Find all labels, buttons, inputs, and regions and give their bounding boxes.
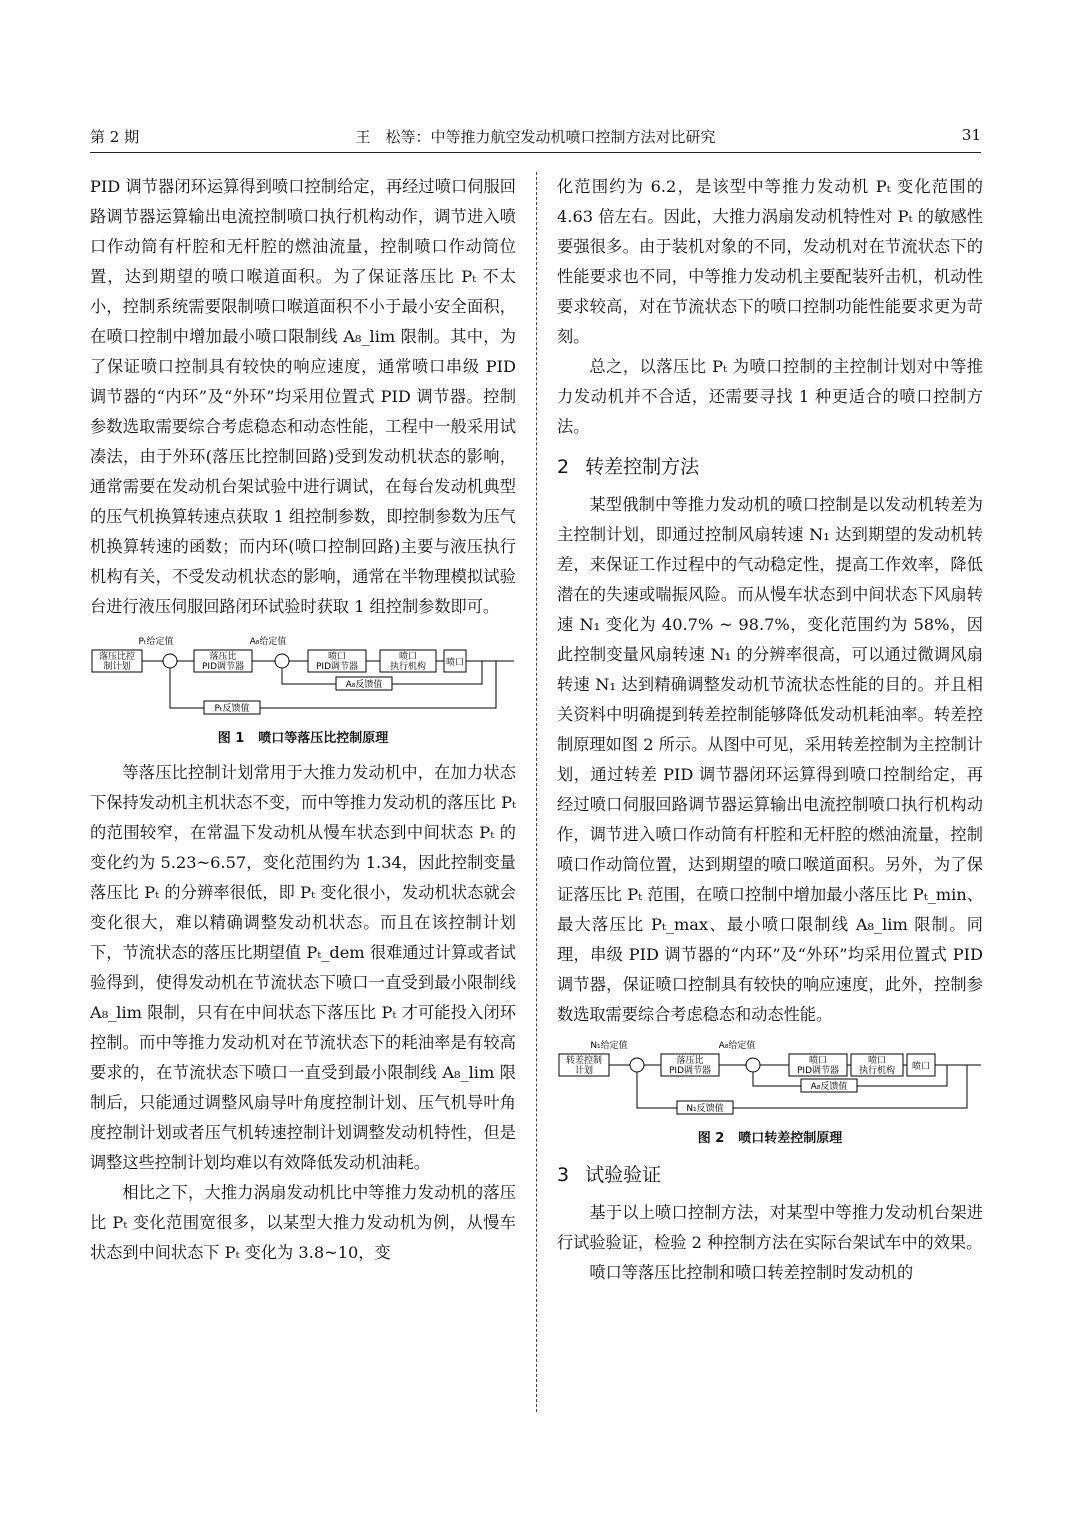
fig1-block2-line2: PID调节器	[201, 662, 245, 672]
fig1-caption	[90, 728, 516, 750]
fig2-outer-feedback: N₁反馈值	[686, 1104, 724, 1114]
column-divider	[536, 172, 537, 1412]
figure-1	[90, 632, 516, 724]
paragraph: 相比之下，大推力涡扇发动机比中等推力发动机的落压比 Pₜ 变化范围宽很多，以某型大推力发动机为例，从慢车状态到中间状态下 Pₜ 变化为 3.8~10，变	[90, 1183, 516, 1262]
fig1-mid-label: A₈给定值	[249, 637, 287, 647]
fig2-block1-line1: 转差控制	[565, 1056, 603, 1066]
paragraph: 等落压比控制计划常用于大推力发动机中，在加力状态下保持发动机主机状态不变，而中等推力发动机的落压比 Pₜ 的范围较窄，在常温下发动机从慢车状态到中间状态 Pₜ 的变化约为 5.23~6.57，变化范围约为 1.34，因此控制变量落压比 Pₜ 的分辨率很低，即 Pₜ 变化很小，发动机状态就会变化很大，难以精确调整发动机状态。而且在该控制计划下，节流状态的落压比期望值 Pₜ_dem 很难通过计算或者试验得到，使得发动机在节流状态下喷口一直受到最小限制线 A₈_lim 限制，只有在中间状态下落压比 Pₜ 才可能投入闭环控制。而中等推力发动机对在节流状态下的耗油率是有较高要求的，在节流状态下喷口一直受到最小限制线 A₈_lim 限制后，只能通过调整风扇导叶角度控制计划、压气机导叶角度控制计划或者压气机转速控制计划调整发动机特性，但是调整这些控制计划均难以有效降低发动机油耗。	[90, 763, 516, 1172]
fig1-block3-line2: PID调节器	[315, 662, 359, 672]
fig1-sum2	[275, 654, 289, 668]
issue-number: 第 2 期	[90, 128, 140, 146]
fig1-outer-feedback: Pₜ反馈值	[214, 704, 250, 714]
fig2-block5-label: 喷口	[911, 1062, 931, 1072]
fig2-block4-line1: 喷口	[867, 1056, 887, 1066]
section-number: 3	[557, 1164, 570, 1186]
fig1-block2-line1: 落压比	[209, 652, 237, 662]
fig1-input-label: Pₜ给定值	[138, 637, 174, 647]
fig2-caption	[557, 1128, 983, 1150]
fig2-block3-line1: 喷口	[808, 1056, 828, 1066]
fig2-block1-line2: 计划	[574, 1066, 594, 1076]
paragraph: 喷口等落压比控制和喷口转差控制时发动机的	[589, 1263, 914, 1282]
fig2-sum2	[746, 1058, 760, 1072]
fig2-diagram	[557, 1040, 983, 1124]
fig1-block1-line1: 落压比控	[98, 652, 136, 662]
paragraph: 某型俄制中等推力发动机的喷口控制是以发动机转差为主控制计划，即通过控制风扇转速 N₁ 达到期望的发动机转差，来保证工作过程中的气动稳定性，提高工作效率，降低潜在的失速或喘振风险。而从慢车状态到中间状态下风扇转速 N₁ 变化为 40.7% ~ 98.7%，变化范围约为 58%，因此控制变量风扇转速 N₁ 的分辨率很高，可以通过微调风扇转速 N₁ 达到精确调整发动机节流状态性能的目的。并且相关资料中明确提到转差控制能够降低发动机耗油率。转差控制原理如图 2 所示。从图中可见，采用转差控制为主控制计划，通过转差 PID 调节器闭环运算得到喷口控制给定，再经过喷口伺服回路调节器运算输出电流控制喷口执行机构动作，调节进入喷口作动筒有杆腔和无杆腔的燃油流量，控制喷口作动筒位置，达到期望的喷口喉道面积。另外，为了保证落压比 Pₜ 范围，在喷口控制中增加最小落压比 Pₜ_min、最大落压比 Pₜ_max、最小喷口限制线 A₈_lim 限制。同理，串级 PID 调节器的“内环”及“外环”均采用位置式 PID 调节器，保证喷口控制具有较快的响应速度，此外，控制参数选取需要综合考虑稳态和动态性能。	[557, 495, 983, 1024]
fig2-block2-line1: 落压比	[676, 1056, 704, 1066]
fig1-block3-line1: 喷口	[327, 652, 347, 662]
fig1-block1-line2: 制计划	[103, 662, 131, 672]
fig2-input-label: N₁给定值	[590, 1041, 628, 1051]
section-title: 试验验证	[585, 1164, 662, 1186]
fig1-inner-feedback: A₈反馈值	[345, 680, 383, 690]
section-title: 转差控制方法	[585, 456, 700, 478]
right-column	[557, 172, 983, 1288]
paragraph: 化范围约为 6.2，是该型中等推力发动机 Pₜ 变化范围的 4.63 倍左右。因此，大推力涡扇发动机特性对 Pₜ 的敏感性要强很多。由于装机对象的不同，发动机对在节流状态下的性能要求也不同，中等推力发动机主要配装歼击机，机动性要求较高，对在节流状态下的喷口控制功能性能要求更为苛刻。	[557, 177, 983, 346]
fig2-title: 喷口转差控制原理	[738, 1131, 843, 1146]
paragraph: 总之，以落压比 Pₜ 为喷口控制的主控制计划对中等推力发动机并不合适，还需要寻找 1 种更适合的喷口控制方法。	[557, 357, 983, 436]
fig1-block4-line2: 执行机构	[389, 662, 427, 672]
fig2-sum1	[630, 1058, 644, 1072]
fig1-title: 喷口等落压比控制原理	[258, 731, 389, 746]
fig2-block3-line2: PID调节器	[796, 1066, 840, 1076]
fig2-block2-line2: PID调节器	[668, 1066, 712, 1076]
fig1-sum1	[163, 654, 177, 668]
fig1-diagram	[90, 632, 516, 724]
fig2-inner-feedback: A₈反馈值	[810, 1082, 848, 1092]
fig2-number: 图 2	[697, 1131, 725, 1146]
paragraph: 基于以上喷口控制方法，对某型中等推力发动机台架进行试验验证，检验 2 种控制方法在实际台架试车中的效果。	[557, 1203, 983, 1252]
running-header	[90, 126, 981, 153]
fig1-number: 图 1	[217, 731, 245, 746]
running-title: 王 松等：中等推力航空发动机喷口控制方法对比研究	[355, 128, 716, 146]
fig2-mid-label: A₈给定值	[718, 1041, 756, 1051]
fig1-block4-line1: 喷口	[398, 652, 418, 662]
fig2-block4-line2: 执行机构	[858, 1066, 896, 1076]
paragraph: PID 调节器闭环运算得到喷口控制给定，再经过喷口伺服回路调节器运算输出电流控制喷口执行机构动作，调节进入喷口作动筒有杆腔和无杆腔的燃油流量，控制喷口作动筒位置，达到期望的喷口喉道面积。为了保证落压比 Pₜ 不太小，控制系统需要限制喷口喉道面积不小于最小安全面积，在喷口控制中增加最小喷口限制线 A₈_lim 限制。其中，为了保证喷口控制具有较快的响应速度，通常喷口串级 PID 调节器的“内环”及“外环”均采用位置式 PID 调节器。控制参数选取需要综合考虑稳态和动态性能，工程中一般采用试凑法，由于外环(落压比控制回路)受到发动机状态的影响，通常需要在发动机台架试验中进行调试，在每台发动机典型的压气机换算转速点获取 1 组控制参数，即控制参数为压气机换算转速的函数；而内环(喷口控制回路)主要与液压执行机构有关，不受发动机状态的影响，通常在半物理模拟试验台进行液压伺服回路闭环试验时获取 1 组控制参数即可。	[90, 177, 517, 616]
left-column	[90, 172, 516, 1268]
page-number: 31	[961, 126, 981, 144]
section-number: 2	[557, 456, 570, 478]
fig1-block5-label: 喷口	[445, 658, 465, 668]
section-heading-3	[557, 1158, 983, 1192]
section-heading-2	[557, 450, 983, 484]
figure-2	[557, 1040, 983, 1124]
